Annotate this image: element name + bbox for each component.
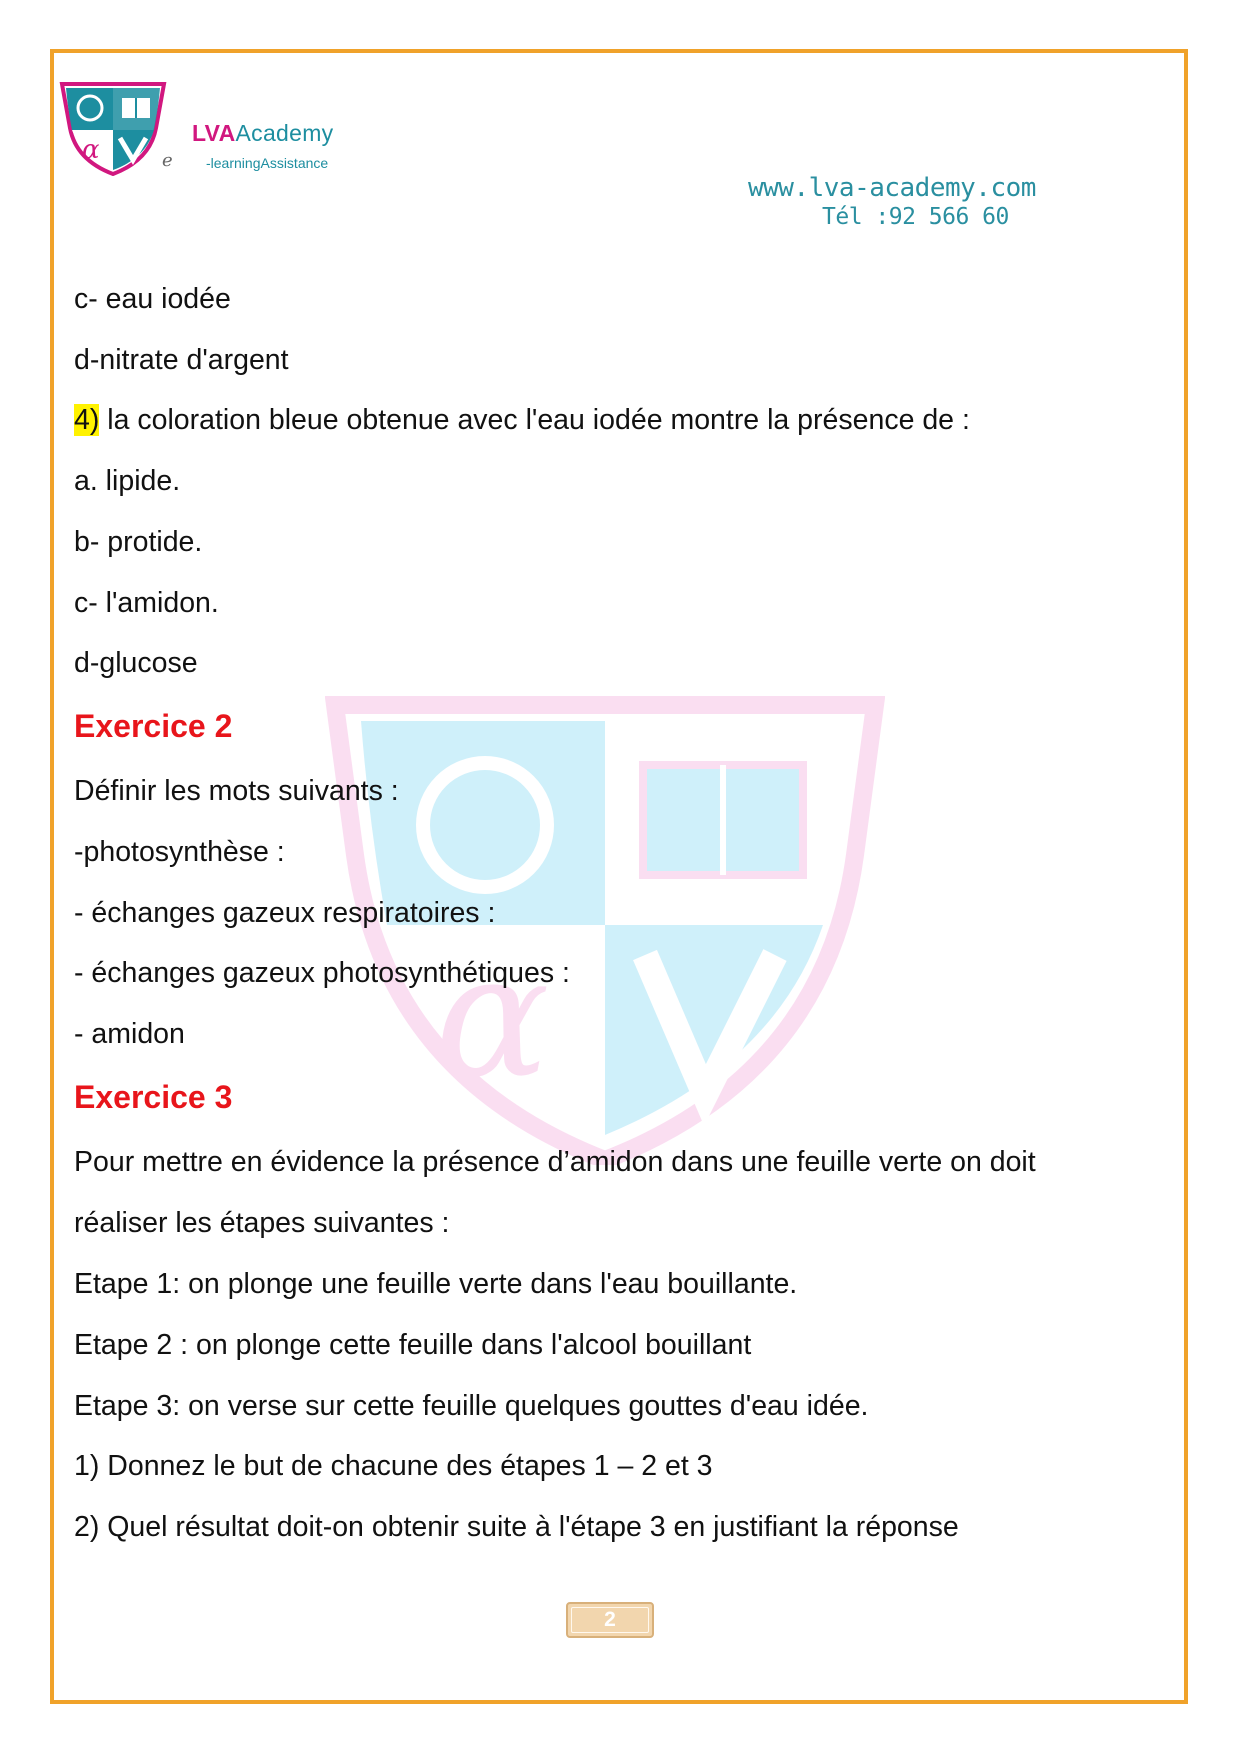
lva-shield-logo-icon [58, 80, 168, 176]
q4-option-b: b- protide. [74, 526, 203, 558]
answer-option-c: c- eau iodée [74, 283, 231, 315]
question-4 [74, 404, 970, 437]
svg-text:α: α [82, 135, 100, 165]
exercise-3-line: Etape 3: on verse sur cette feuille quelques gouttes d'eau idée. [74, 1390, 869, 1422]
lva-shield-watermark-icon [325, 695, 885, 1165]
exercise-3-title: Exercice 3 [74, 1079, 233, 1115]
exercise-2-line: - échanges gazeux respiratoires : [74, 897, 496, 929]
svg-text:α: α [435, 918, 550, 1116]
website-link[interactable]: www.lva-academy.com [748, 173, 1036, 203]
question-4-text: la coloration bleue obtenue avec l'eau iodée montre la présence de : [99, 404, 970, 436]
brand-rest: Academy [235, 120, 334, 146]
exercise-2-line: - amidon [74, 1018, 185, 1050]
brand-name [192, 120, 333, 147]
q4-option-c: c- l'amidon. [74, 587, 219, 619]
brand-strong: LVA [192, 120, 236, 146]
exercise-3-question-2: 2) Quel résultat doit-on obtenir suite à l'étape 3 en justifiant la réponse [74, 1511, 959, 1543]
q4-option-d: d-glucose [74, 647, 198, 679]
exercise-2-line: -photosynthèse : [74, 836, 285, 868]
q4-option-a: a. lipide. [74, 465, 181, 497]
page-number: 2 [566, 1602, 654, 1638]
question-number-highlight: 4) [74, 404, 100, 436]
exercise-3-line: réaliser les étapes suivantes : [74, 1207, 450, 1239]
e-mark: e [162, 150, 173, 171]
phone-number: Tél :92 566 60 [822, 204, 1009, 230]
answer-option-d: d-nitrate d'argent [74, 344, 289, 376]
exercise-2-title: Exercice 2 [74, 708, 233, 744]
exercise-3-line: Pour mettre en évidence la présence d’amidon dans une feuille verte on doit [74, 1146, 1036, 1178]
exercise-3-question-1: 1) Donnez le but de chacune des étapes 1 – 2 et 3 [74, 1450, 713, 1482]
exercise-2-line: - échanges gazeux photosynthétiques : [74, 957, 570, 989]
exercise-3-line: Etape 2 : on plonge cette feuille dans l'alcool bouillant [74, 1329, 752, 1361]
exercise-2-line: Définir les mots suivants : [74, 775, 399, 807]
exercise-3-line: Etape 1: on plonge une feuille verte dans l'eau bouillante. [74, 1268, 798, 1300]
brand-tagline: -learningAssistance [206, 155, 329, 171]
